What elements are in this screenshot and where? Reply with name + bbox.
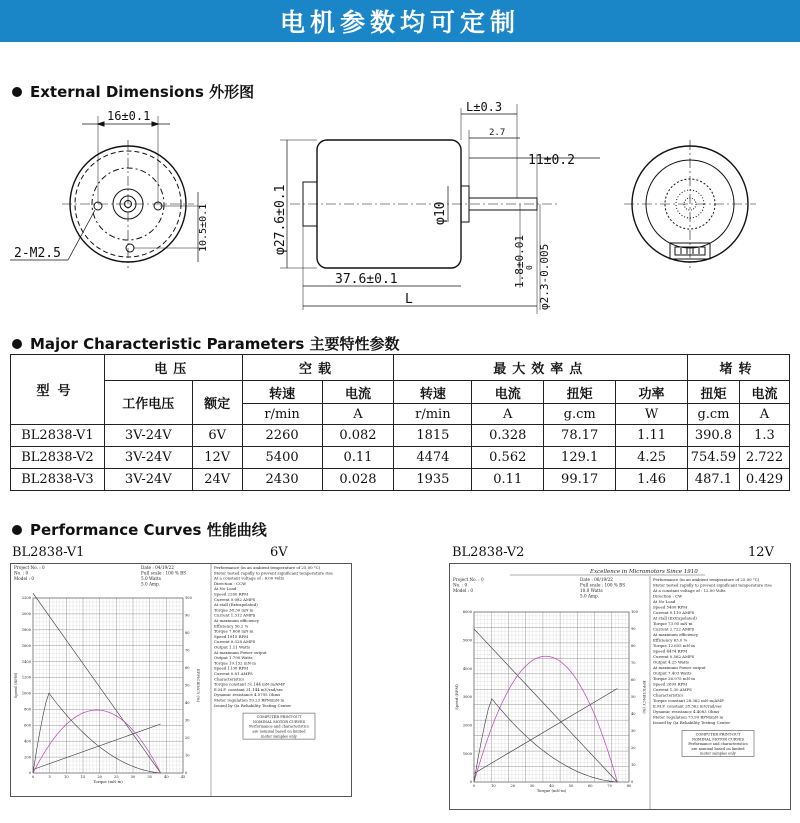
info-line: At No Load bbox=[653, 599, 676, 604]
header-left-line: Project No. : 0 bbox=[453, 577, 484, 582]
info-line: Torque 7.666 mN·m bbox=[214, 628, 254, 634]
y-tick-label: 800 bbox=[24, 707, 31, 712]
info-line: Direction : CW bbox=[653, 593, 683, 599]
header-me-power: 功率 bbox=[616, 381, 688, 404]
unit-me-power: W bbox=[616, 404, 688, 425]
cell-rated: 6V bbox=[192, 425, 242, 447]
info-line: Performance (in an ambient temperature of 25.00 °C) bbox=[653, 577, 760, 582]
curve-1-model: BL2838-V1 bbox=[12, 545, 85, 560]
cell-nl-current: 0.11 bbox=[322, 447, 394, 469]
cell-model: BL2838-V3 bbox=[11, 469, 105, 491]
info-line: Motor tested rapidly to prevent significant temperature rise bbox=[653, 582, 772, 588]
header-nl-current: 电流 bbox=[322, 381, 394, 404]
r-axis-label: EFFICIENCY (%) bbox=[196, 668, 201, 703]
info-line: Torque 26.975 mN·m bbox=[653, 676, 695, 681]
r-tick-label: 50 bbox=[185, 683, 190, 688]
dim-18-text: 1.8±0.01 bbox=[513, 235, 526, 288]
info-line: Torque 12.655 mN·m bbox=[653, 643, 695, 648]
title-banner bbox=[0, 0, 800, 42]
cell-st-torque: 754.59 bbox=[687, 447, 739, 469]
curve-1-voltage: 6V bbox=[270, 545, 288, 560]
plot-area bbox=[13, 593, 201, 784]
section-title: External Dimensions 外形图 bbox=[30, 83, 255, 101]
x-tick-label: 80 bbox=[626, 784, 632, 788]
header-model: 型号 bbox=[11, 355, 105, 425]
r-tick-label: 30 bbox=[631, 729, 636, 734]
header-me-speed: 转速 bbox=[394, 381, 472, 404]
stamp-line: NOMINAL MOTOR CURVES bbox=[691, 737, 745, 742]
stamp-line: COMPUTER PRINT-OUT bbox=[256, 715, 302, 720]
info-line: Current 2.722 AMPS bbox=[653, 626, 695, 632]
info-line: Output 7.403 Watts bbox=[653, 670, 692, 676]
y-tick-label: 6000 bbox=[462, 610, 472, 615]
x-tick-label: 10 bbox=[64, 775, 69, 779]
r-tick-label: 10 bbox=[631, 763, 636, 768]
cell-nl-current: 0.028 bbox=[322, 469, 394, 491]
info-line: Current 0.81 AMPS bbox=[214, 671, 253, 676]
info-line: Speed 1815 RPM bbox=[214, 633, 249, 639]
y-axis-label: Speed (RPM) bbox=[454, 684, 459, 710]
info-line: Current 0.110 AMPS bbox=[653, 610, 695, 615]
info-line: Output 1.790 Watts bbox=[214, 655, 253, 661]
dim-L-text: L bbox=[405, 292, 413, 307]
dim-376-text: 37.6±0.1 bbox=[335, 272, 398, 287]
r-tick-label: 60 bbox=[631, 678, 636, 683]
dim-shaft-dia-text: φ2.3-0.005 bbox=[538, 243, 551, 310]
header-left-line: Model : 0 bbox=[14, 576, 35, 581]
cell-me-power: 1.11 bbox=[616, 425, 688, 447]
cell-me-torque: 129.1 bbox=[544, 447, 616, 469]
stamp-line: are nominal based on limited bbox=[691, 746, 745, 751]
section-heading-curves bbox=[12, 519, 267, 540]
header-st-current: 电流 bbox=[739, 381, 789, 404]
dim-dia-text: φ27.6±0.1 bbox=[273, 184, 288, 255]
cell-me-speed: 1815 bbox=[394, 425, 472, 447]
info-line: Speed 1130 RPM bbox=[214, 665, 249, 671]
info-line: Output 4.25 Watts bbox=[653, 659, 690, 665]
header-left-line: No. : 0 bbox=[14, 570, 29, 576]
r-tick-label: 70 bbox=[185, 648, 190, 653]
dim-shaft-len-text: 11±0.2 bbox=[528, 153, 575, 168]
info-line: Output 1.11 Watts bbox=[214, 644, 251, 650]
stamp-line: NOMINAL MOTOR CURVES bbox=[252, 719, 306, 724]
info-line: Torque 19.152 mN·m bbox=[214, 660, 256, 666]
curve-2-model: BL2838-V2 bbox=[452, 545, 525, 560]
unit-me-speed: r/min bbox=[394, 404, 472, 425]
bullet-icon bbox=[12, 525, 22, 535]
info-line: Issued by Qa Reliability Testing Center bbox=[214, 702, 292, 708]
info-line: Characteristics bbox=[214, 676, 245, 682]
info-line: At maximum efficiency bbox=[653, 632, 699, 637]
performance-sheet-v2 bbox=[449, 563, 791, 810]
cell-st-current: 0.429 bbox=[739, 469, 789, 491]
info-line: Issued by Qa Reliability Testing Center bbox=[653, 720, 731, 725]
header-right-line: 5.0 Amp. bbox=[141, 581, 160, 587]
y-tick-label: 0 bbox=[28, 771, 31, 776]
info-line: Torque constant 31.144 mN·m/AMP bbox=[214, 681, 285, 687]
cell-me-speed: 1935 bbox=[394, 469, 472, 491]
cell-nl-speed: 2430 bbox=[242, 469, 322, 491]
r-tick-label: 50 bbox=[631, 695, 636, 700]
y-tick-label: 3000 bbox=[462, 695, 472, 700]
info-line: Current 0.562 AMPS bbox=[653, 654, 695, 659]
stamp-line: are nominal based on limited bbox=[252, 729, 306, 734]
info-line: Current 1.30 AMPS bbox=[653, 687, 692, 692]
r-tick-label: 0 bbox=[631, 780, 634, 785]
dim-width-text: 16±0.1 bbox=[107, 109, 151, 123]
info-line: Speed 2699 RPM bbox=[653, 681, 688, 687]
info-line: At maximum efficiency bbox=[214, 618, 260, 623]
info-line: Current 0.328 AMPS bbox=[214, 639, 256, 645]
x-tick-label: 0 bbox=[472, 784, 476, 788]
cell-me-current: 0.11 bbox=[472, 469, 544, 491]
x-tick-label: 70 bbox=[607, 784, 612, 788]
cell-nl-current: 0.082 bbox=[322, 425, 394, 447]
cell-me-speed: 4474 bbox=[394, 447, 472, 469]
info-line: At a constant voltage of : 12.00 Volts bbox=[653, 588, 726, 593]
header-maxeff: 最大效率点 bbox=[394, 355, 688, 381]
header-right-line: Date : 04/19/22 bbox=[141, 565, 174, 570]
table-row bbox=[11, 469, 790, 491]
unit-nl-speed: r/min bbox=[242, 404, 322, 425]
header-right-line: 10.0 Watts bbox=[580, 588, 603, 593]
r-tick-label: 30 bbox=[185, 718, 190, 723]
header-rated: 额定 bbox=[192, 381, 242, 425]
info-line: E.M.F. constant 28.362 mV/rad/sec bbox=[653, 703, 723, 709]
header-left-line: Project No. : 0 bbox=[14, 565, 45, 570]
stamp-line: motor samples only bbox=[700, 751, 736, 756]
x-axis-label: Torque (mN·m) bbox=[536, 788, 567, 793]
unit-nl-current: A bbox=[322, 404, 394, 425]
x-tick-label: 5 bbox=[48, 775, 51, 779]
header-voltage: 电压 bbox=[104, 355, 242, 381]
unit-st-current: A bbox=[739, 404, 789, 425]
cell-me-current: 0.562 bbox=[472, 447, 544, 469]
info-line: Speed 2260 RPM bbox=[214, 591, 249, 597]
section-title: Performance Curves 性能曲线 bbox=[30, 521, 267, 539]
stamp-line: Performance and characteristics bbox=[688, 742, 748, 747]
x-tick-label: 40 bbox=[549, 784, 554, 788]
info-line: Torque 73.95 mN·m bbox=[653, 621, 693, 626]
y-axis-label: Speed (RPM) bbox=[13, 672, 18, 699]
r-tick-label: 60 bbox=[185, 666, 190, 671]
info-line: Motor regulation 73.99 RPM/mN·m bbox=[653, 714, 724, 720]
dim-27-text: 2.7 bbox=[489, 128, 506, 138]
stamp-line: Performance and characteristics bbox=[249, 724, 309, 729]
stamp-line: motor samples only bbox=[261, 734, 297, 739]
r-tick-label: 40 bbox=[185, 701, 190, 706]
info-line: Motor tested rapidly to prevent significant temperature rise bbox=[214, 570, 333, 576]
x-tick-label: 50 bbox=[568, 784, 574, 788]
info-line: Motor regulation 59.23 RPM/mN·m bbox=[214, 697, 285, 703]
y-tick-label: 1000 bbox=[462, 751, 472, 756]
info-line: At No Load bbox=[214, 586, 237, 592]
cell-me-torque: 78.17 bbox=[544, 425, 616, 447]
stamp-line: COMPUTER PRINT-OUT bbox=[695, 732, 741, 737]
info-line: At stall (Extrapolated) bbox=[214, 602, 258, 608]
side-view bbox=[273, 100, 600, 314]
x-tick-label: 35 bbox=[147, 775, 152, 779]
info-line: Performance (in an ambient temperature of 25.00 °C) bbox=[214, 565, 321, 570]
dim-height-text: 10.5±0.1 bbox=[198, 203, 209, 252]
info-line: Direction : CCW bbox=[214, 580, 247, 586]
table-row bbox=[11, 425, 790, 447]
cell-model: BL2838-V1 bbox=[11, 425, 105, 447]
y-tick-label: 200 bbox=[24, 755, 31, 760]
banner-title: 电机参数均可定制 bbox=[279, 8, 520, 37]
info-line: At stall (Extrapolated) bbox=[653, 615, 697, 621]
x-tick-label: 10 bbox=[491, 784, 496, 788]
info-line: E.M.F. constant 31.144 mV/rad/sec bbox=[214, 686, 284, 692]
front-view bbox=[10, 109, 209, 268]
curve-2-voltage: 12V bbox=[748, 545, 774, 560]
header-right-line: Full scale : 100 % BS bbox=[580, 582, 626, 588]
info-line: Efficiency 63.0 % bbox=[653, 637, 688, 643]
cell-nl-speed: 5400 bbox=[242, 447, 322, 469]
header-right-line: 5.0 Watts bbox=[141, 576, 161, 581]
thread-text: 2-M2.5 bbox=[14, 246, 61, 261]
header-stall: 堵转 bbox=[687, 355, 789, 381]
y-tick-label: 400 bbox=[24, 739, 31, 744]
x-tick-label: 60 bbox=[587, 784, 593, 788]
section-heading-dimensions bbox=[12, 81, 254, 102]
cell-st-current: 2.722 bbox=[739, 447, 789, 469]
spec-table bbox=[10, 354, 790, 491]
info-line: Dynamic resistance 4.5795 Ohms bbox=[214, 692, 281, 698]
x-tick-label: 0 bbox=[31, 775, 35, 779]
cell-work: 3V-24V bbox=[104, 447, 192, 469]
y-tick-label: 1400 bbox=[21, 659, 31, 664]
info-line: Dynamic resistance 4.4083 Ohms bbox=[653, 709, 720, 714]
info-line: Characteristics bbox=[653, 692, 684, 698]
performance-sheet-v1 bbox=[10, 563, 352, 797]
header-nl-speed: 转速 bbox=[242, 381, 322, 404]
y-tick-label: 1200 bbox=[21, 675, 31, 680]
cell-model: BL2838-V2 bbox=[11, 447, 105, 469]
cell-me-torque: 99.17 bbox=[544, 469, 616, 491]
header-st-torque: 扭矩 bbox=[687, 381, 739, 404]
y-tick-label: 1800 bbox=[21, 628, 31, 633]
unit-st-torque: g.cm bbox=[687, 404, 739, 425]
x-tick-label: 30 bbox=[529, 784, 535, 788]
cell-rated: 24V bbox=[192, 469, 242, 491]
header-noload: 空载 bbox=[242, 355, 394, 381]
x-tick-label: 15 bbox=[80, 775, 86, 779]
info-line: At maximum Power output bbox=[653, 665, 706, 670]
section-heading-parameters bbox=[12, 333, 400, 354]
header-me-torque: 扭矩 bbox=[544, 381, 616, 404]
x-tick-label: 20 bbox=[97, 775, 102, 779]
info-line: At a constant voltage of : 6.00 Volts bbox=[214, 575, 285, 581]
r-tick-label: 40 bbox=[631, 712, 636, 717]
cell-st-torque: 390.8 bbox=[687, 425, 739, 447]
cell-me-current: 0.328 bbox=[472, 425, 544, 447]
r-tick-label: 20 bbox=[185, 736, 190, 741]
x-tick-label: 45 bbox=[180, 775, 186, 779]
info-line: Speed 5400 RPM bbox=[653, 604, 688, 610]
y-tick-label: 1600 bbox=[21, 643, 31, 648]
info-line: Torque constant 28.362 mN·m/AMP bbox=[653, 698, 724, 703]
y-tick-label: 2200 bbox=[21, 596, 31, 601]
r-tick-label: 20 bbox=[631, 746, 636, 751]
header-right-line: 5.0 Amp. bbox=[580, 593, 599, 599]
r-tick-label: 100 bbox=[185, 596, 192, 601]
info-line: Efficiency 56.2 % bbox=[214, 623, 249, 629]
y-tick-label: 5000 bbox=[462, 638, 472, 643]
section-title: Major Characteristic Parameters 主要特性参数 bbox=[30, 335, 400, 353]
bullet-icon bbox=[12, 87, 22, 97]
cell-st-torque: 487.1 bbox=[687, 469, 739, 491]
r-tick-label: 80 bbox=[185, 631, 190, 636]
x-tick-label: 30 bbox=[130, 775, 136, 779]
header-right-line: Full scale : 100 % BS bbox=[141, 570, 187, 576]
y-tick-label: 2000 bbox=[21, 612, 31, 617]
r-axis-label: EFFICIENCY (%) bbox=[642, 680, 647, 714]
cell-me-power: 4.25 bbox=[616, 447, 688, 469]
dim-shaft-tol0-text: 0 bbox=[525, 265, 534, 270]
header-left-line: Model : 0 bbox=[453, 588, 474, 593]
info-line: Speed 4474 RPM bbox=[653, 648, 688, 654]
info-line: Torque 38.30 mN·m bbox=[214, 607, 254, 613]
y-tick-label: 4000 bbox=[462, 666, 472, 671]
x-tick-label: 40 bbox=[164, 775, 169, 779]
sheet-subtitle: Excellence in Micromotors Since 1910 bbox=[590, 569, 698, 575]
info-line: Current 0.082 AMPS bbox=[214, 596, 256, 602]
header-me-current: 电流 bbox=[472, 381, 544, 404]
plot-area bbox=[454, 610, 647, 793]
info-line: Current 1.312 AMPS bbox=[214, 612, 256, 618]
dimension-drawing bbox=[0, 100, 800, 325]
r-tick-label: 80 bbox=[631, 644, 636, 649]
y-tick-label: 2000 bbox=[462, 723, 472, 728]
x-tick-label: 20 bbox=[510, 784, 516, 788]
x-tick-label: 25 bbox=[114, 775, 119, 779]
r-tick-label: 70 bbox=[631, 661, 636, 666]
rear-view bbox=[624, 140, 756, 268]
cell-nl-speed: 2260 bbox=[242, 425, 322, 447]
cell-me-power: 1.46 bbox=[616, 469, 688, 491]
header-work-voltage: 工作电压 bbox=[104, 381, 192, 425]
cell-work: 3V-24V bbox=[104, 425, 192, 447]
info-line: At maximum Power output bbox=[214, 649, 267, 655]
r-tick-label: 100 bbox=[631, 610, 638, 615]
r-tick-label: 90 bbox=[631, 627, 636, 632]
r-tick-label: 10 bbox=[185, 753, 190, 758]
unit-me-torque: g.cm bbox=[544, 404, 616, 425]
y-tick-label: 600 bbox=[24, 723, 31, 728]
y-tick-label: 0 bbox=[469, 780, 472, 785]
r-tick-label: 90 bbox=[185, 613, 190, 618]
x-axis-label: Torque (mN·m) bbox=[93, 779, 123, 784]
r-tick-label: 0 bbox=[185, 771, 188, 776]
dim-boss-text: φ10 bbox=[433, 201, 448, 225]
header-left-line: No. : 0 bbox=[453, 582, 468, 588]
y-tick-label: 1000 bbox=[21, 691, 31, 696]
header-right-line: Date : 06/19/22 bbox=[580, 577, 613, 582]
cell-rated: 12V bbox=[192, 447, 242, 469]
bullet-icon bbox=[12, 339, 22, 349]
table-row bbox=[11, 447, 790, 469]
unit-me-current: A bbox=[472, 404, 544, 425]
dim-Ltol-text: L±0.3 bbox=[466, 100, 503, 114]
cell-work: 3V-24V bbox=[104, 469, 192, 491]
cell-st-current: 1.3 bbox=[739, 425, 789, 447]
